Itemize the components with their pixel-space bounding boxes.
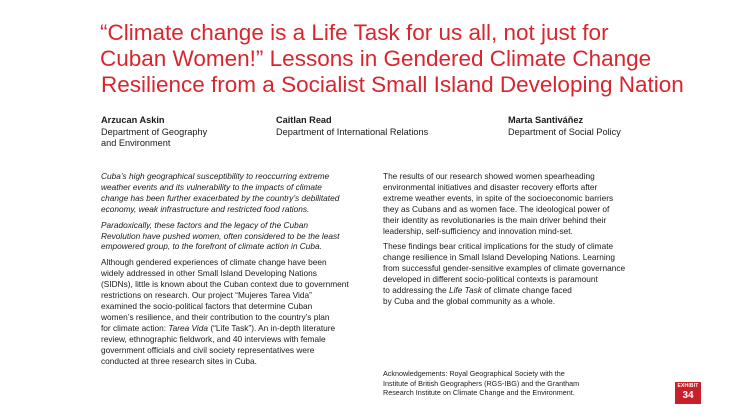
exhibit-badge bbox=[675, 382, 701, 404]
body-paragraph bbox=[383, 241, 653, 306]
intro-paragraph bbox=[101, 220, 371, 253]
text-line: economy, weak infrastructure and restricted food rations. bbox=[101, 203, 310, 214]
text-line: change has been further exacerbated by the country’s debilitated bbox=[101, 192, 340, 203]
author-department: Department of Geography bbox=[101, 126, 208, 137]
text-line: from successful gender-sensitive examples of climate governance bbox=[383, 263, 626, 274]
exhibit-number: 34 bbox=[682, 390, 694, 401]
author-block bbox=[101, 115, 241, 150]
text-line: Cuba’s high geographical susceptibility to reoccurring extreme bbox=[101, 171, 330, 181]
author-department: Department of Social Policy bbox=[508, 126, 621, 137]
text-line: Although gendered experiences of climate change have been bbox=[101, 257, 327, 268]
author-block bbox=[508, 115, 688, 138]
text-line: The results of our research showed women spearheading bbox=[383, 171, 595, 181]
text-line: environmental initiatives and disaster recovery efforts after bbox=[383, 181, 598, 192]
text-line: women’s resilience, and their contribution to the country’s plan bbox=[101, 311, 330, 322]
text-fragment: to addressing the bbox=[383, 285, 449, 296]
text-line bbox=[383, 285, 653, 296]
text-fragment: (“Life Task”). An in-depth literature bbox=[208, 322, 336, 333]
text-fragment: of climate change faced bbox=[481, 285, 572, 296]
author-name: Arzucan Askin bbox=[101, 115, 165, 125]
author-department: and Environment bbox=[101, 138, 171, 148]
author-block bbox=[276, 115, 476, 138]
body-paragraph bbox=[383, 171, 653, 236]
acknowledgements-line: Research Institute on Climate Change and the Environment. bbox=[383, 388, 575, 398]
right-column bbox=[383, 171, 653, 312]
author-department: Department of International Relations bbox=[276, 126, 429, 137]
poster-title bbox=[100, 20, 720, 98]
title-line: Resilience from a Socialist Small Island Developing Nation bbox=[101, 72, 684, 97]
exhibit-badge-label: EXHIBIT bbox=[677, 383, 699, 389]
text-line: government officials and civil society representatives were bbox=[101, 344, 315, 355]
text-line: widely addressed in other Small Island Developing Nations bbox=[101, 268, 317, 279]
text-line: change resilience in Small Island Developing Nations. Learning bbox=[383, 252, 615, 263]
intro-paragraph bbox=[101, 171, 371, 215]
left-column bbox=[101, 171, 371, 371]
italic-term: Tarea Vida bbox=[168, 322, 209, 333]
text-line: Paradoxically, these factors and the legacy of the Cuban bbox=[101, 219, 308, 230]
text-line: examined the socio-political factors that determine Cuban bbox=[101, 300, 313, 311]
text-line: their identity as revolutionaries is the main driver behind their bbox=[383, 214, 607, 225]
text-line: restrictions on research. Our project “Mujeres Tarea Vida” bbox=[101, 290, 312, 301]
acknowledgements-line: Institute of British Geographers (RGS-IBG) and the Grantham bbox=[383, 378, 580, 388]
text-line bbox=[101, 323, 371, 334]
text-line: leadership, self-sufficiency and innovation mind-set. bbox=[383, 225, 573, 236]
text-line: conducted at three research sites in Cuba. bbox=[101, 355, 257, 366]
author-name: Marta Santiváñez bbox=[508, 115, 584, 125]
text-line: empowered group, to the forefront of climate action in Cuba. bbox=[101, 241, 322, 252]
text-fragment: for climate action: bbox=[101, 322, 169, 333]
text-line: weather events and its vulnerability to the impacts of climate bbox=[101, 181, 322, 192]
title-line: Cuban Women!” Lessons in Gendered Climate Change bbox=[100, 46, 652, 71]
text-line: extreme weather events, in spite of the socioeconomic barriers bbox=[383, 192, 614, 203]
acknowledgements bbox=[383, 369, 643, 398]
body-paragraph bbox=[101, 257, 371, 366]
text-line: they as Cubans and as women face. The ideological power of bbox=[383, 203, 610, 214]
text-line: review, ethnographic fieldwork, and 40 interviews with female bbox=[101, 333, 326, 344]
text-line: These findings bear critical implications for the study of climate bbox=[383, 241, 614, 252]
text-line: (SIDNs), little is known about the Cuban context due to government bbox=[101, 279, 349, 290]
author-name: Caitlan Read bbox=[276, 115, 332, 125]
text-line: Revolution have pushed women, often considered to be the least bbox=[101, 230, 340, 241]
italic-term: Life Task bbox=[448, 285, 482, 296]
text-line: by Cuba and the global community as a whole. bbox=[383, 295, 556, 306]
text-line: developed in different socio-political contexts is paramount bbox=[383, 274, 598, 285]
title-line: “Climate change is a Life Task for us all, not just for bbox=[100, 20, 609, 45]
acknowledgements-line: Acknowledgements: Royal Geographical Society with the bbox=[383, 369, 565, 378]
